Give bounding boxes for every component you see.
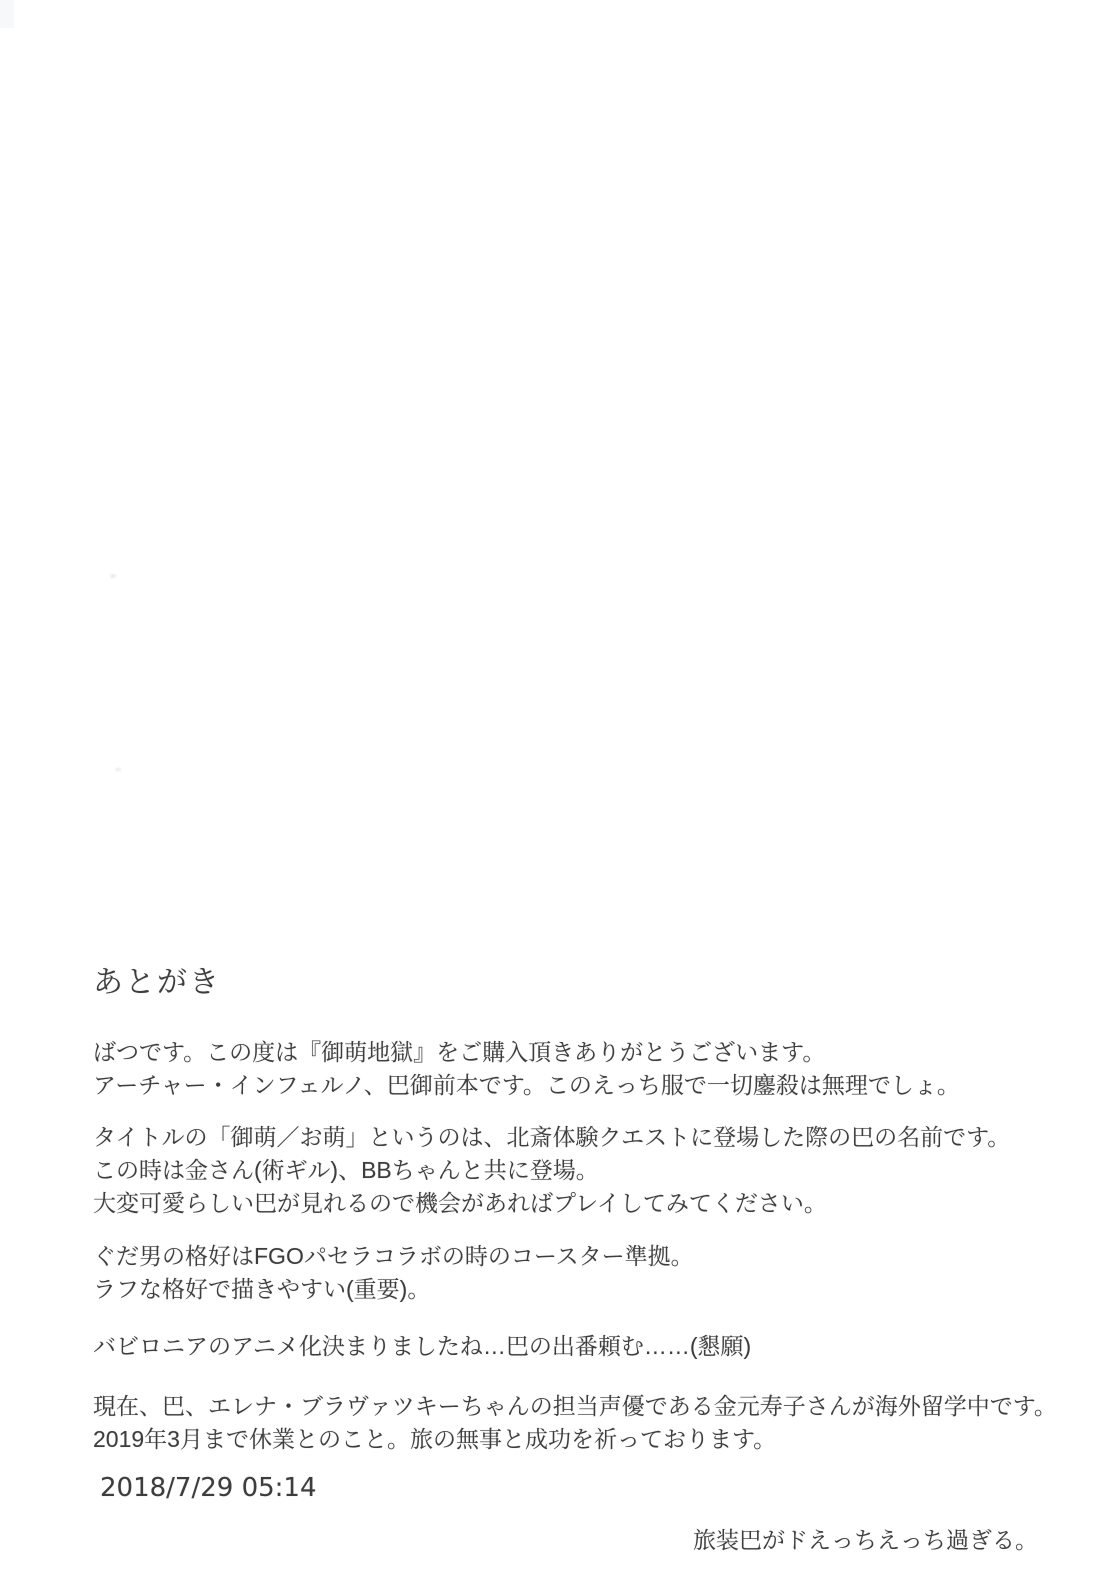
text-line: 2019年3月まで休業とのこと。旅の無事と成功を祈っております。: [93, 1426, 777, 1452]
scan-corner-artifact: [0, 0, 14, 28]
text-line: アーチャー・インフェルノ、巴御前本です。このえっち服で一切鏖殺は無理でしょ。: [93, 1072, 960, 1098]
afterword-heading: あとがき: [93, 966, 221, 999]
text-line: バビロニアのアニメ化決まりましたね…巴の出番頼む……(懇願): [93, 1333, 752, 1359]
text-line: 大変可愛らしい巴が見れるので機会があればプレイしてみてください。: [93, 1190, 827, 1216]
scan-speck: [110, 574, 116, 578]
afterword-paragraph: [93, 1330, 751, 1363]
text-line: ラフな格好で描きやすい(重要)。: [93, 1276, 431, 1302]
scan-speck: [115, 768, 121, 771]
text-line: タイトルの「御萌／お萌」というのは、北斎体験クエストに登場した際の巴の名前です。: [93, 1124, 1011, 1150]
text-line: 現在、巴、エレナ・ブラヴァツキーちゃんの担当声優である金元寿子さんが海外留学中です。: [93, 1393, 1057, 1419]
text-line: ぐだ男の格好はFGOパセラコラボの時のコースター準拠。: [93, 1243, 694, 1269]
afterword-paragraph: [93, 1121, 1010, 1220]
text-line: ばつです。この度は『御萌地獄』をご購入頂きありがとうございます。: [93, 1039, 826, 1065]
afterword-side-note: 旅装巴がドえっちえっち過ぎる。: [693, 1527, 1038, 1553]
afterword-paragraph: [93, 1036, 960, 1102]
afterword-paragraph: [93, 1390, 1057, 1456]
afterword-paragraph: [93, 1240, 694, 1306]
afterword-timestamp: 2018/7/29 05:14: [100, 1473, 317, 1503]
text-line: この時は金さん(術ギル)、BBちゃんと共に登場。: [93, 1157, 599, 1183]
